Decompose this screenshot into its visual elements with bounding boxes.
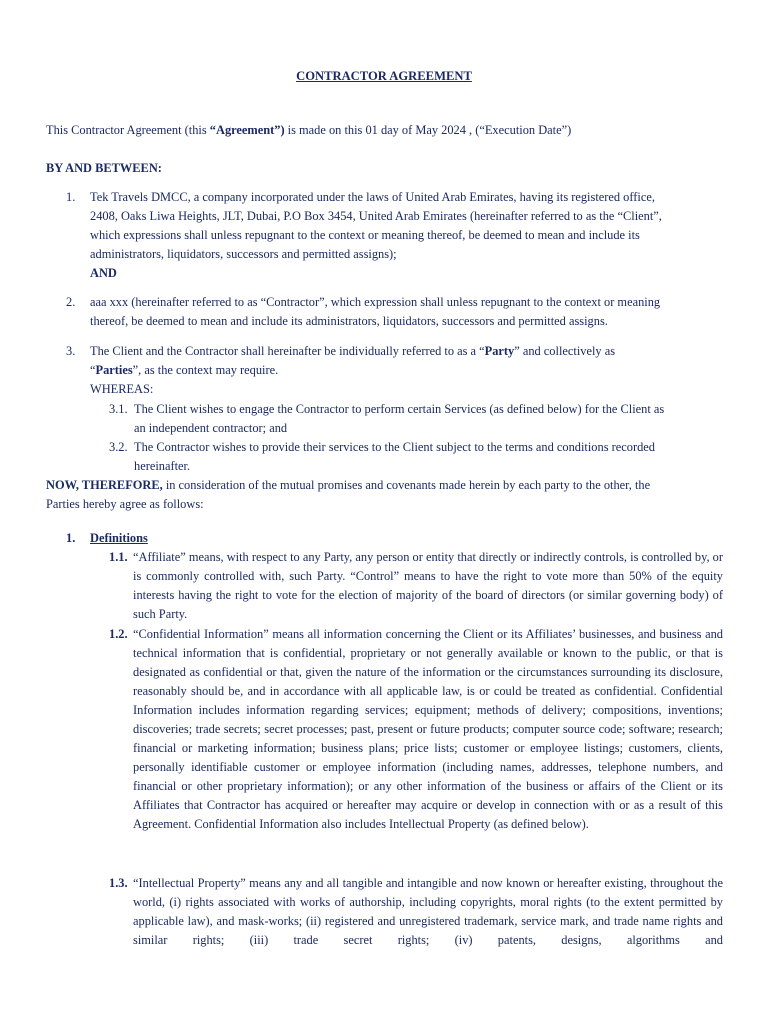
item3-line2-post: ”, as the context may require. <box>132 363 279 377</box>
now-therefore-text: in consideration of the mutual promises and covenants made herein by each party to the other, the <box>162 478 651 492</box>
intro-text-post: is made on this 01 day of May 2024 , (“Execution Date”) <box>284 123 572 137</box>
clause-1-1-number: 1.1. <box>109 550 128 564</box>
party2-number: 2. <box>66 295 76 309</box>
item3-line1-post: ” and collectively as <box>514 344 616 358</box>
item3-line-1 <box>90 342 768 361</box>
whereas-heading: WHEREAS: <box>90 382 154 396</box>
party2-line-2: thereof, be deemed to mean and include its administrators, liquidators, successors and permitted assigns. <box>90 314 608 328</box>
section1-number: 1. <box>66 531 76 545</box>
recital-3-1-line-2: an independent contractor; and <box>134 421 288 435</box>
clause-1-2-number: 1.2. <box>109 627 128 641</box>
party1-line-1: Tek Travels DMCC, a company incorporated under the laws of United Arab Emirates, having its registered office, <box>90 190 655 204</box>
item3-number: 3. <box>66 344 76 358</box>
parties-term: Parties <box>95 363 133 377</box>
recital-3-2-number: 3.2. <box>109 440 128 454</box>
section1-heading: Definitions <box>90 531 148 545</box>
and-label: AND <box>90 266 117 280</box>
party1-line-3: which expressions shall unless repugnant to the context or meaning thereof, be deemed to mean and include its <box>90 228 640 242</box>
recital-3-2-line-2: hereinafter. <box>134 459 191 473</box>
by-and-between-heading: BY AND BETWEEN: <box>46 161 162 175</box>
recital-3-2-line-1: The Contractor wishes to provide their services to the Client subject to the terms and conditions recorded <box>134 440 655 454</box>
intro-text-pre: This Contractor Agreement (this <box>46 123 210 137</box>
item3-line2-pre: “ <box>90 363 96 377</box>
intro-paragraph <box>46 121 726 140</box>
document-title: CONTRACTOR AGREEMENT <box>296 69 472 83</box>
now-therefore-line-1 <box>46 476 726 495</box>
intro-text-bold: “Agreement”) <box>209 123 285 137</box>
item3-line1-pre: The Client and the Contractor shall hereinafter be individually referred to as a “ <box>90 344 485 358</box>
clause-1-3-text: “Intellectual Property” means any and all tangible and intangible and now known or hereafter existing, throughout the world, (i) rights associated with works of authorship, including copyrights, moral rights (to the extent permitted by applicable law), and mask-works; (ii) registered and unregistered trademark, service mark, and trade name rights and similar rights; (iii) trade secret rights; (iv) patents, designs, algorithms and <box>133 876 723 947</box>
party2-line-1: aaa xxx (hereinafter referred to as “Contractor”, which expression shall unless repugnant to the context or meaning <box>90 295 661 309</box>
party1-number: 1. <box>66 190 76 204</box>
party1-line-4: administrators, liquidators, successors and permitted assigns); <box>90 247 397 261</box>
now-therefore-line-2: Parties hereby agree as follows: <box>46 497 204 511</box>
party1-line-2: 2408, Oaks Liwa Heights, JLT, Dubai, P.O Box 3454, United Arab Emirates (hereinafter referred to as the “Client”, <box>90 209 662 223</box>
party-term: Party <box>484 344 515 358</box>
recital-3-1-number: 3.1. <box>109 402 128 416</box>
now-therefore-bold: NOW, THEREFORE, <box>46 478 163 492</box>
clause-1-1-text: “Affiliate” means, with respect to any Party, any person or entity that directly or indirectly controls, is controlled by, or is commonly controlled with, such Party. “Control” means to have the right to vote more than 50% of the equity interests having the right to vote for the election of majority of the board of directors (or similar governing body) of such Party. <box>133 550 723 621</box>
item3-line-2 <box>90 361 768 380</box>
clause-1-3-number: 1.3. <box>109 876 128 890</box>
recital-3-1-line-1: The Client wishes to engage the Contractor to perform certain Services (as defined below) for the Client as <box>134 402 665 416</box>
clause-1-2-text: “Confidential Information” means all information concerning the Client or its Affiliates’ businesses, and business and technical information that is confidential, proprietary or not generally available or known to the public, or that is designated as confidential or that, given the nature of the information or the circumstances surrounding its disclosure, reasonably should be, and in accordance with all applicable law, is or could be treated as confidential. Confidential Information includes information regarding services; equipment; methods of delivery; compositions, inventions; discoveries; trade secrets; secret processes; past, present or future products; computer source code; software; research; financial or marketing information; business plans; price lists; customer or employee listings; customers, clients, personally identifiable customer or employee information (including names, addresses, telephone numbers, and financial or other proprietary information); or any other information of the business or affairs of the Client or its Affiliates that Contractor has acquired or hereafter may acquire or develop in connection with or as a result of this Agreement. Confidential Information also includes Intellectual Property (as defined below). <box>133 627 723 831</box>
